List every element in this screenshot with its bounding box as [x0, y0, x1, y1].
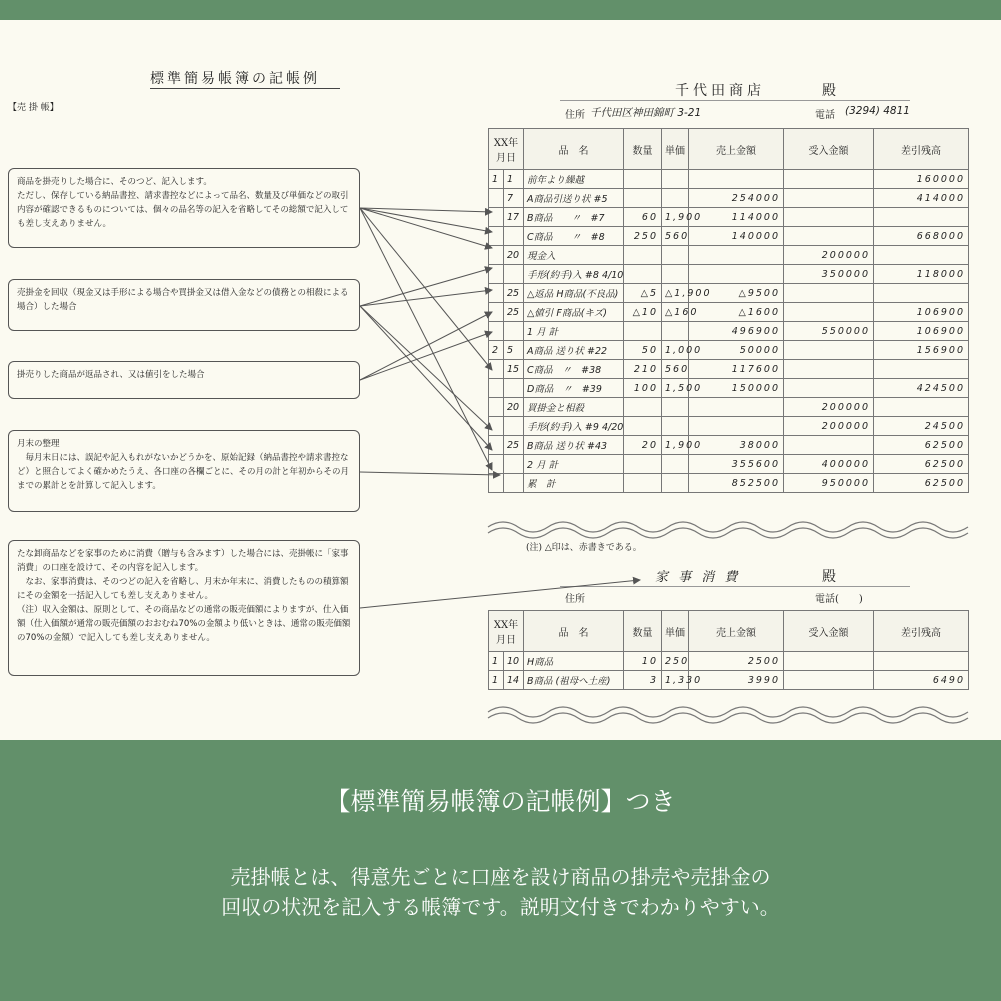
ledger-sample-image [0, 20, 1001, 740]
ledger2-cell-item: B商品 (祖母へ土産) [524, 671, 624, 690]
ledger1-cell-sales: △1600 [689, 303, 784, 322]
ledger1-footnote: (注) △印は、赤書きである。 [526, 543, 642, 553]
ledger2-cell-day: 14 [504, 671, 524, 690]
ledger1-cell-qty: 60 [624, 208, 662, 227]
ledger1-cell-received: 200000 [784, 246, 874, 265]
ledger1-cell-item: 買掛金と相殺 [524, 398, 624, 417]
col-date: XX年月日 [489, 129, 524, 170]
ledger1-cell-price: △160 [662, 303, 689, 322]
ledger1-cell-sales: 852500 [689, 474, 784, 493]
ledger1-cell-item: △値引 F商品(キズ) [524, 303, 624, 322]
ledger2-honorific: 殿 [822, 569, 836, 585]
ledger2-cell-qty: 3 [624, 671, 662, 690]
col-item: 品 名 [524, 611, 624, 652]
ledger1-cell-item: D商品 〃 #39 [524, 379, 624, 398]
ledger1-cell-received: 200000 [784, 417, 874, 436]
ledger1-cell-qty: △10 [624, 303, 662, 322]
ledger1-cell-balance: 424500 [874, 379, 969, 398]
ledger1-cell-received: 950000 [784, 474, 874, 493]
ledger1-cell-price: 1,900 [662, 436, 689, 455]
ledger2-cell-sales: 2500 [689, 652, 784, 671]
note-credit-sale: 商品を掛売りした場合に、そのつど、記入します。 ただし、保存している納品書控、請求書控などによって品名、数量及び単価などの取引内容が確認できるものについては、個々の品名等の記入を省略してその総額で記入しても差し支えありません。 [8, 168, 360, 248]
ledger2-cell-sales: 3990 [689, 671, 784, 690]
ledger2-phone-label: 電話( ) [815, 594, 863, 605]
ledger1-cell-sales: 117600 [689, 360, 784, 379]
caption-line-1: 売掛帳とは、得意先ごとに口座を設け商品の掛売や売掛金の [230, 865, 771, 889]
document-title: 標準簡易帳簿の記帳例 [150, 71, 320, 87]
ledger1-honorific: 殿 [822, 83, 836, 99]
ledger1-customer: 千代田商店 [675, 83, 765, 99]
ledger1-cell-sales: 50000 [689, 341, 784, 360]
ledger1-cell-qty: 210 [624, 360, 662, 379]
ledger1-cell-price: 1,500 [662, 379, 689, 398]
col-date: XX年月日 [489, 611, 524, 652]
ledger1-cell-sales: 150000 [689, 379, 784, 398]
ledger1-cell-price: 560 [662, 360, 689, 379]
ledger1-cell-day: 15 [504, 360, 524, 379]
ledger1-cell-item: 前年より繰越 [524, 170, 624, 189]
ledger2-cell-month: 1 [489, 671, 504, 690]
ledger1-cell-balance: 62500 [874, 436, 969, 455]
ledger1-cell-day: 20 [504, 398, 524, 417]
ledger1-cell-item: C商品 〃 #38 [524, 360, 624, 379]
ledger1-cell-price: 1,000 [662, 341, 689, 360]
col-received: 受入金額 [784, 611, 874, 652]
ledger1-cell-day: 25 [504, 436, 524, 455]
col-sales: 売上金額 [689, 611, 784, 652]
ledger1-cell-sales: 355600 [689, 455, 784, 474]
caption-line-2: 回収の状況を記入する帳簿です。説明文付きでわかりやすい。 [221, 895, 780, 919]
note-collection: 売掛金を回収（現金又は手形による場合や買掛金又は借入金などの債務との相殺による場合）した場合 [8, 279, 360, 331]
ledger2-cell-day: 10 [504, 652, 524, 671]
ledger2-cell-price: 1,330 [662, 671, 689, 690]
ledger1-cell-balance: 24500 [874, 417, 969, 436]
ledger1-phone-label: 電話 [815, 110, 835, 121]
ledger1-cell-day: 1 [504, 170, 524, 189]
ledger1-cell-item: B商品 〃 #7 [524, 208, 624, 227]
ledger1-cell-received: 550000 [784, 322, 874, 341]
ledger1-cell-received: 400000 [784, 455, 874, 474]
ledger1-cell-day: 25 [504, 284, 524, 303]
ledger1-cell-received: 350000 [784, 265, 874, 284]
ledger1-cell-balance: 62500 [874, 474, 969, 493]
col-received: 受入金額 [784, 129, 874, 170]
ledger1-cell-qty: 20 [624, 436, 662, 455]
ledger1-address: 千代田区神田錦町 3-21 [590, 107, 702, 119]
ledger1-cell-price: 560 [662, 227, 689, 246]
ledger1-cell-day: 7 [504, 189, 524, 208]
ledger1-cell-item: C商品 〃 #8 [524, 227, 624, 246]
ledger2-cell-month: 1 [489, 652, 504, 671]
col-qty: 数量 [624, 129, 662, 170]
ledger1-cell-balance: 118000 [874, 265, 969, 284]
ledger2-cell-item: H商品 [524, 652, 624, 671]
ledger1-cell-price: △1,900 [662, 284, 689, 303]
ledger1-cell-item: 2 月 計 [524, 455, 624, 474]
ledger1-cell-qty: 250 [624, 227, 662, 246]
top-band [0, 0, 1001, 20]
col-item: 品 名 [524, 129, 624, 170]
ledger1-cell-balance: 668000 [874, 227, 969, 246]
note-return-discount: 掛売りした商品が返品され、又は値引をした場合 [8, 361, 360, 399]
ledger2-cell-balance: 6490 [874, 671, 969, 690]
ledger1-cell-item: A商品 送り状 #22 [524, 341, 624, 360]
ledger2-address-label: 住所 [565, 594, 585, 605]
ledger1-cell-sales: 254000 [689, 189, 784, 208]
ledger2-cell-qty: 10 [624, 652, 662, 671]
ledger1-cell-balance: 106900 [874, 303, 969, 322]
ledger1-cell-item: B商品 送り状 #43 [524, 436, 624, 455]
ledger2-customer: 家 事 消 費 [655, 570, 741, 585]
col-qty: 数量 [624, 611, 662, 652]
ledger1-cell-item: A商品引送り状 #5 [524, 189, 624, 208]
section-tag: 【売 掛 帳】 [8, 103, 59, 113]
ledger1-cell-item: 手形(約手)入 #9 4/20 [524, 417, 624, 436]
ledger1-cell-sales: 496900 [689, 322, 784, 341]
ledger1-cell-sales: 114000 [689, 208, 784, 227]
ledger1-cell-qty: △5 [624, 284, 662, 303]
ledger1-cell-balance: 156900 [874, 341, 969, 360]
ledger1-cell-day: 5 [504, 341, 524, 360]
col-price: 単価 [662, 129, 689, 170]
ledger1-cell-item: 手形(約手)入 #8 4/10 [524, 265, 624, 284]
note-month-end: 月末の整理 毎月末日には、誤記や記入もれがないかどうかを、原始記録（納品書控や請求書控など）と照合してよく確かめたうえ、各口座の各欄ごとに、その月の計と年初からその月までの累計とを計算して記入します。 [8, 430, 360, 512]
ledger1-cell-month: 1 [489, 170, 504, 189]
caption-title: 【標準簡易帳簿の記帳例】つき [325, 787, 676, 816]
col-sales: 売上金額 [689, 129, 784, 170]
ledger1-cell-sales: 140000 [689, 227, 784, 246]
ledger1-cell-balance: 160000 [874, 170, 969, 189]
ledger1-phone: (3294) 4811 [845, 105, 910, 117]
ledger1-cell-balance: 62500 [874, 455, 969, 474]
col-balance: 差引残高 [874, 129, 969, 170]
ledger1-cell-item: 累 計 [524, 474, 624, 493]
connector-arrows [0, 20, 1001, 740]
ledger1-cell-sales: 38000 [689, 436, 784, 455]
ledger1-cell-item: 1 月 計 [524, 322, 624, 341]
note-household-use: たな卸商品などを家事のために消費（贈与も含みます）した場合には、売掛帳に「家事消費」の口座を設けて、その内容を記入します。 なお、家事消費は、そのつどの記入を省略し、月末か年末に、消費したものの積算額にその金額を一括記入しても差し支えありません。 （注）収入金額は、原則として、その商品などの通常の販売価額によりますが、仕入価額（仕入価額が通常の販売価額のおおむね70%の金額より低いときは、通常の販売価額の70%の金額）で記入しても差し支えありません。 [8, 540, 360, 676]
ledger1-cell-day: 20 [504, 246, 524, 265]
ledger1-cell-month: 2 [489, 341, 504, 360]
ledger1-cell-balance: 414000 [874, 189, 969, 208]
ledger1-cell-qty: 50 [624, 341, 662, 360]
ledger1-cell-sales: △9500 [689, 284, 784, 303]
ledger1-cell-balance: 106900 [874, 322, 969, 341]
ledger1-address-label: 住所 [565, 110, 585, 121]
ledger1-cell-price: 1,900 [662, 208, 689, 227]
ledger1-cell-received: 200000 [784, 398, 874, 417]
ledger2-cell-price: 250 [662, 652, 689, 671]
ledger1-cell-day: 17 [504, 208, 524, 227]
ledger1-cell-qty: 100 [624, 379, 662, 398]
ledger1-cell-item: 現金入 [524, 246, 624, 265]
ledger1-cell-day: 25 [504, 303, 524, 322]
ledger1-cell-item: △返品 H商品(不良品) [524, 284, 624, 303]
col-balance: 差引残高 [874, 611, 969, 652]
col-price: 単価 [662, 611, 689, 652]
caption-body [0, 862, 1001, 922]
